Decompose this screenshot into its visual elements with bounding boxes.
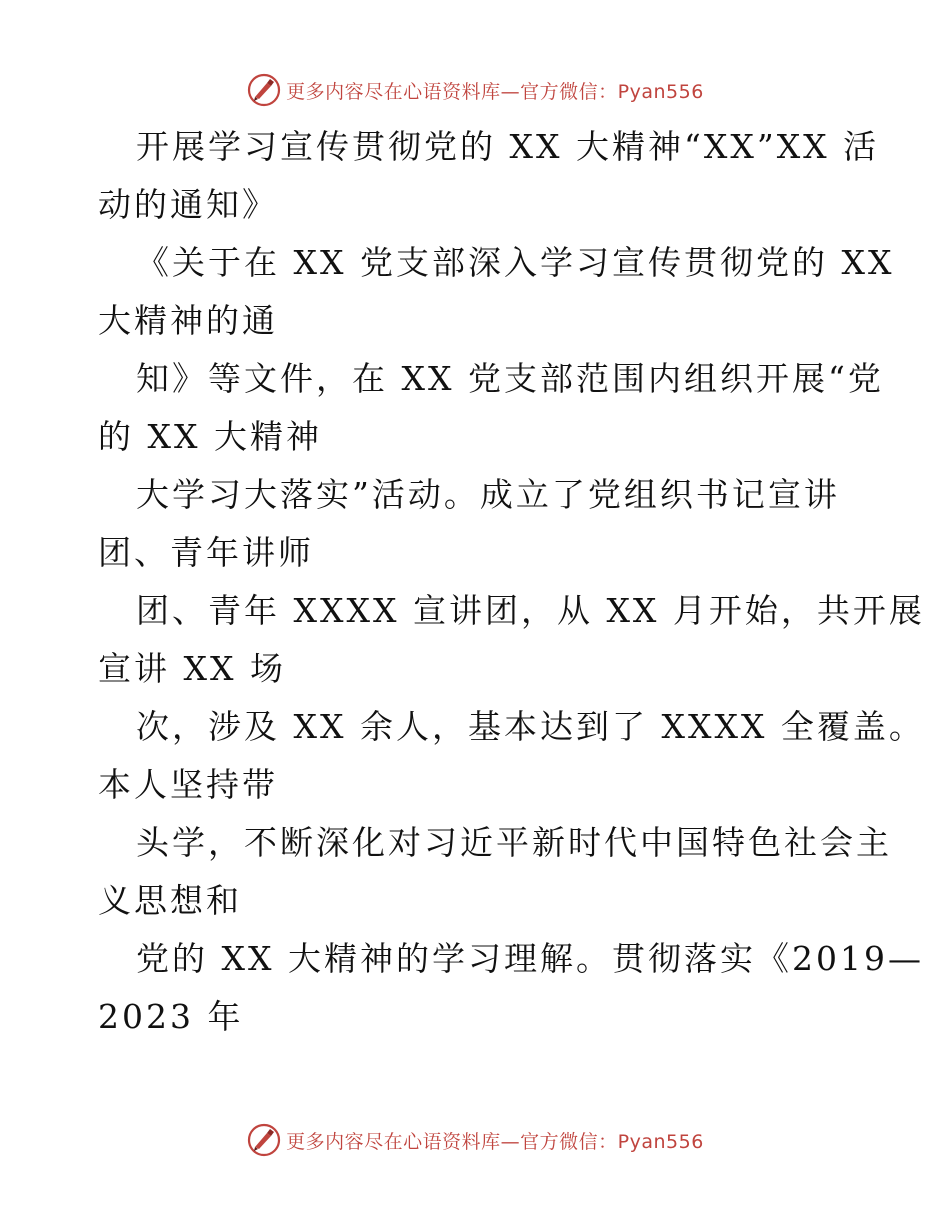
- body-line: 大学习大落实”活动。成立了党组织书记宣讲: [136, 475, 840, 514]
- body-line: 知》等文件，在 XX 党支部范围内组织开展“党: [136, 359, 884, 398]
- watermark-text: [286, 1127, 704, 1154]
- body-line: 2023 年: [98, 997, 244, 1036]
- pen-circle-logo-icon: [246, 72, 282, 108]
- body-line: 义思想和: [98, 881, 242, 920]
- watermark-text: [286, 77, 704, 104]
- body-line: 本人坚持带: [98, 765, 278, 804]
- watermark-separator: —: [500, 1130, 521, 1153]
- watermark-separator: —: [500, 80, 521, 103]
- body-line: 《关于在 XX 党支部深入学习宣传贯彻党的 XX: [136, 243, 895, 282]
- body-line: 的 XX 大精神: [98, 417, 322, 456]
- watermark-suffix: 官方微信：Pyan556: [520, 80, 704, 103]
- body-line: 团、青年 XXXX 宣讲团，从 XX 月开始，共开展: [136, 591, 925, 630]
- watermark-suffix: 官方微信：Pyan556: [520, 1130, 704, 1153]
- body-line: 头学，不断深化对习近平新时代中国特色社会主: [136, 823, 892, 862]
- body-text: [98, 118, 925, 1046]
- body-line: 宣讲 XX 场: [98, 649, 286, 688]
- body-line: 团、青年讲师: [98, 533, 314, 572]
- body-line: 开展学习宣传贯彻党的 XX 大精神“XX”XX 活: [136, 127, 880, 166]
- body-line: 大精神的通: [98, 301, 278, 340]
- body-line: 动的通知》: [98, 185, 278, 224]
- header-watermark: [0, 70, 950, 110]
- footer-watermark: [0, 1120, 950, 1160]
- body-line: 党的 XX 大精神的学习理解。贯彻落实《2019—: [136, 939, 924, 978]
- body-line: 次，涉及 XX 余人，基本达到了 XXXX 全覆盖。: [136, 707, 925, 746]
- pen-circle-logo-icon: [246, 1122, 282, 1158]
- watermark-main-text: 更多内容尽在心语资料库: [286, 80, 501, 103]
- watermark-main-text: 更多内容尽在心语资料库: [286, 1130, 501, 1153]
